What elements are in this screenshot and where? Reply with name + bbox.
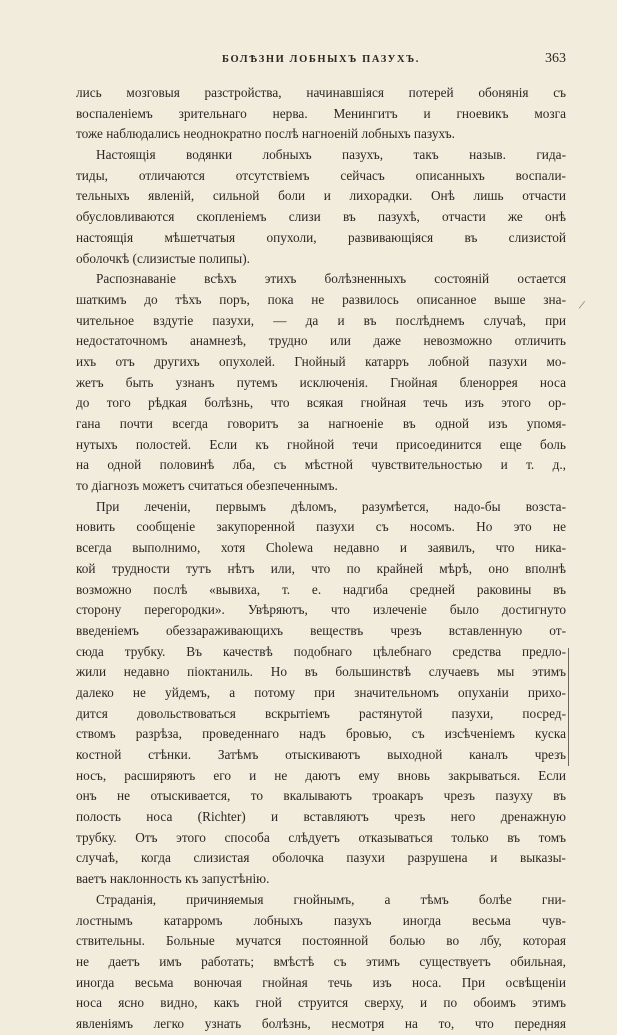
- text-line: онъ не отыскивается, то вкалываютъ троакаръ чрезъ пазуху въ: [76, 788, 566, 804]
- text-line: на одной половинѣ лба, съ мѣстной чувствительностью и т. д.,: [76, 457, 566, 473]
- text-line: настоящія мѣшетчатыя опухоли, развивающіяся въ слизистой: [76, 229, 566, 245]
- text-line: воспаленіемъ зрительнаго нерва. Менингитъ и гноевикъ мозга: [76, 105, 566, 121]
- text-line: случаѣ, когда слизистая оболочка пазухи разрушена и выказы-: [76, 850, 566, 866]
- text-line: обусловливаются скопленіемъ слизи въ пазухѣ, отчасти же онѣ: [76, 209, 566, 225]
- text-line: носа ясно видно, какъ гной струится сверху, и по обоимъ этимъ: [76, 995, 566, 1011]
- text-line: лись мозговыя разстройства, начинавшіяся потерей обонянія съ: [76, 85, 566, 100]
- text-line: ихъ отъ другихъ опухолей. Гнойный катарръ лобной пазухи мо-: [76, 353, 566, 369]
- text-line: трубку. Отъ этого способа слѣдуетъ отказываться только въ томъ: [76, 829, 566, 845]
- text-line: дится довольствоваться вскрытіемъ растянутой пазухи, посред-: [76, 705, 566, 721]
- text-line: тельныхъ явленій, сильной боли и лихорадки. Онѣ лишь отчасти: [76, 188, 566, 204]
- text-line: жетъ быть узнанъ путемъ исключенія. Гнойная бленоррея носа: [76, 374, 566, 390]
- text-line: явленіямъ легко узнать болѣзнь, несмотря на то, что передняя: [76, 1015, 566, 1031]
- text-line: Распознаваніе всѣхъ этихъ болѣзненныхъ состояній остается: [96, 271, 566, 287]
- text-line: Настоящія водянки лобныхъ пазухъ, такъ назыв. гида-: [96, 147, 566, 163]
- text-line: нутыхъ полостей. Если къ гнойной течи присоединится еще боль: [76, 436, 566, 452]
- text-line: до того рѣдкая болѣзнь, что всякая гнойная течь изъ этого ор-: [76, 395, 566, 411]
- text-line: ваетъ наклонность къ запустѣнію.: [76, 871, 270, 887]
- text-line: чительное вздутіе пазухи, — да и въ послѣднемъ случаѣ, при: [76, 312, 566, 328]
- text-line: возможно послѣ «вывиха, т. е. надгиба средней раковины въ: [76, 581, 566, 597]
- text-line: не даетъ имъ работать; вмѣстѣ съ этимъ существуетъ обильная,: [76, 953, 566, 969]
- text-line: сторону перегородки». Увѣряютъ, что излеченіе было достигнуто: [76, 602, 566, 618]
- text-line: оболочкѣ (слизистые полипы).: [76, 250, 250, 266]
- running-title: БОЛѢЗНИ ЛОБНЫХЪ ПАЗУХЪ.: [221, 54, 421, 65]
- page-number: 363: [545, 51, 566, 66]
- text-line: недостаточномъ анамнезѣ, трудно или даже невозможно отличить: [76, 333, 566, 349]
- text-line: иногда весьма вонючая гнойная течь изъ носа. При освѣщеніи: [76, 974, 566, 990]
- text-line: При леченіи, первымъ дѣломъ, разумѣется, надо-бы возста-: [96, 498, 566, 514]
- text-line: кой трудности тутъ нѣтъ или, что по крайней мѣрѣ, оно вполнѣ: [76, 560, 566, 576]
- text-line: жили недавно піоктаниль. Но въ большинствѣ случаевъ мы этимъ: [76, 664, 566, 680]
- text-line: полость носа (Richter) и вставляютъ чрезъ него дренажную: [76, 809, 566, 825]
- text-line: тиды, отличаются отсутствіемъ сейчасъ описанныхъ воспали-: [76, 167, 566, 183]
- text-line: сюда трубку. Въ качествѣ подобнаго цѣлебнаго средства предло-: [76, 643, 566, 659]
- text-line: то діагнозъ можетъ считаться обезпеченнымъ.: [76, 478, 338, 494]
- page-header: [76, 50, 566, 70]
- margin-pencil-mark: /: [577, 296, 587, 313]
- text-line: гана почти всегда говоритъ за нагноеніе въ одной изъ упомя-: [76, 416, 566, 431]
- margin-vertical-rule: [568, 648, 569, 766]
- text-line: новить сообщеніе закупоренной пазухи съ носомъ. Но это не: [76, 519, 566, 535]
- text-line: ствомъ разрѣза, проведеннаго надъ бровью, съ изсѣченіемъ куска: [76, 726, 566, 742]
- text-line: Страданія, причиняемыя гнойнымъ, а тѣмъ болѣе гни-: [96, 891, 566, 907]
- text-line: ствительны. Больные мучатся постоянной болью во лбу, которая: [76, 933, 566, 949]
- text-line: шаткимъ до тѣхъ поръ, пока не развилось описанное выше зна-: [76, 291, 566, 307]
- text-line: введеніемъ обеззараживающихъ веществъ чрезъ вставленную от-: [76, 622, 566, 638]
- text-line: всегда выполнимо, хотя Cholewa недавно и заявилъ, что ника-: [76, 540, 566, 556]
- text-line: носъ, расширяютъ его и не даютъ ему вновь закрываться. Если: [76, 767, 566, 783]
- text-line: лостнымъ катарромъ лобныхъ пазухъ иногда весьма чув-: [76, 912, 566, 928]
- text-line: костной стѣнки. Затѣмъ отыскиваютъ выходной каналъ чрезъ: [76, 747, 566, 762]
- text-line: тоже наблюдались неоднократно послѣ нагноеній лобныхъ пазухъ.: [76, 126, 455, 142]
- text-line: далеко не уйдемъ, а потому при значительномъ опуханіи прихо-: [76, 684, 566, 700]
- body-text: [76, 83, 566, 1035]
